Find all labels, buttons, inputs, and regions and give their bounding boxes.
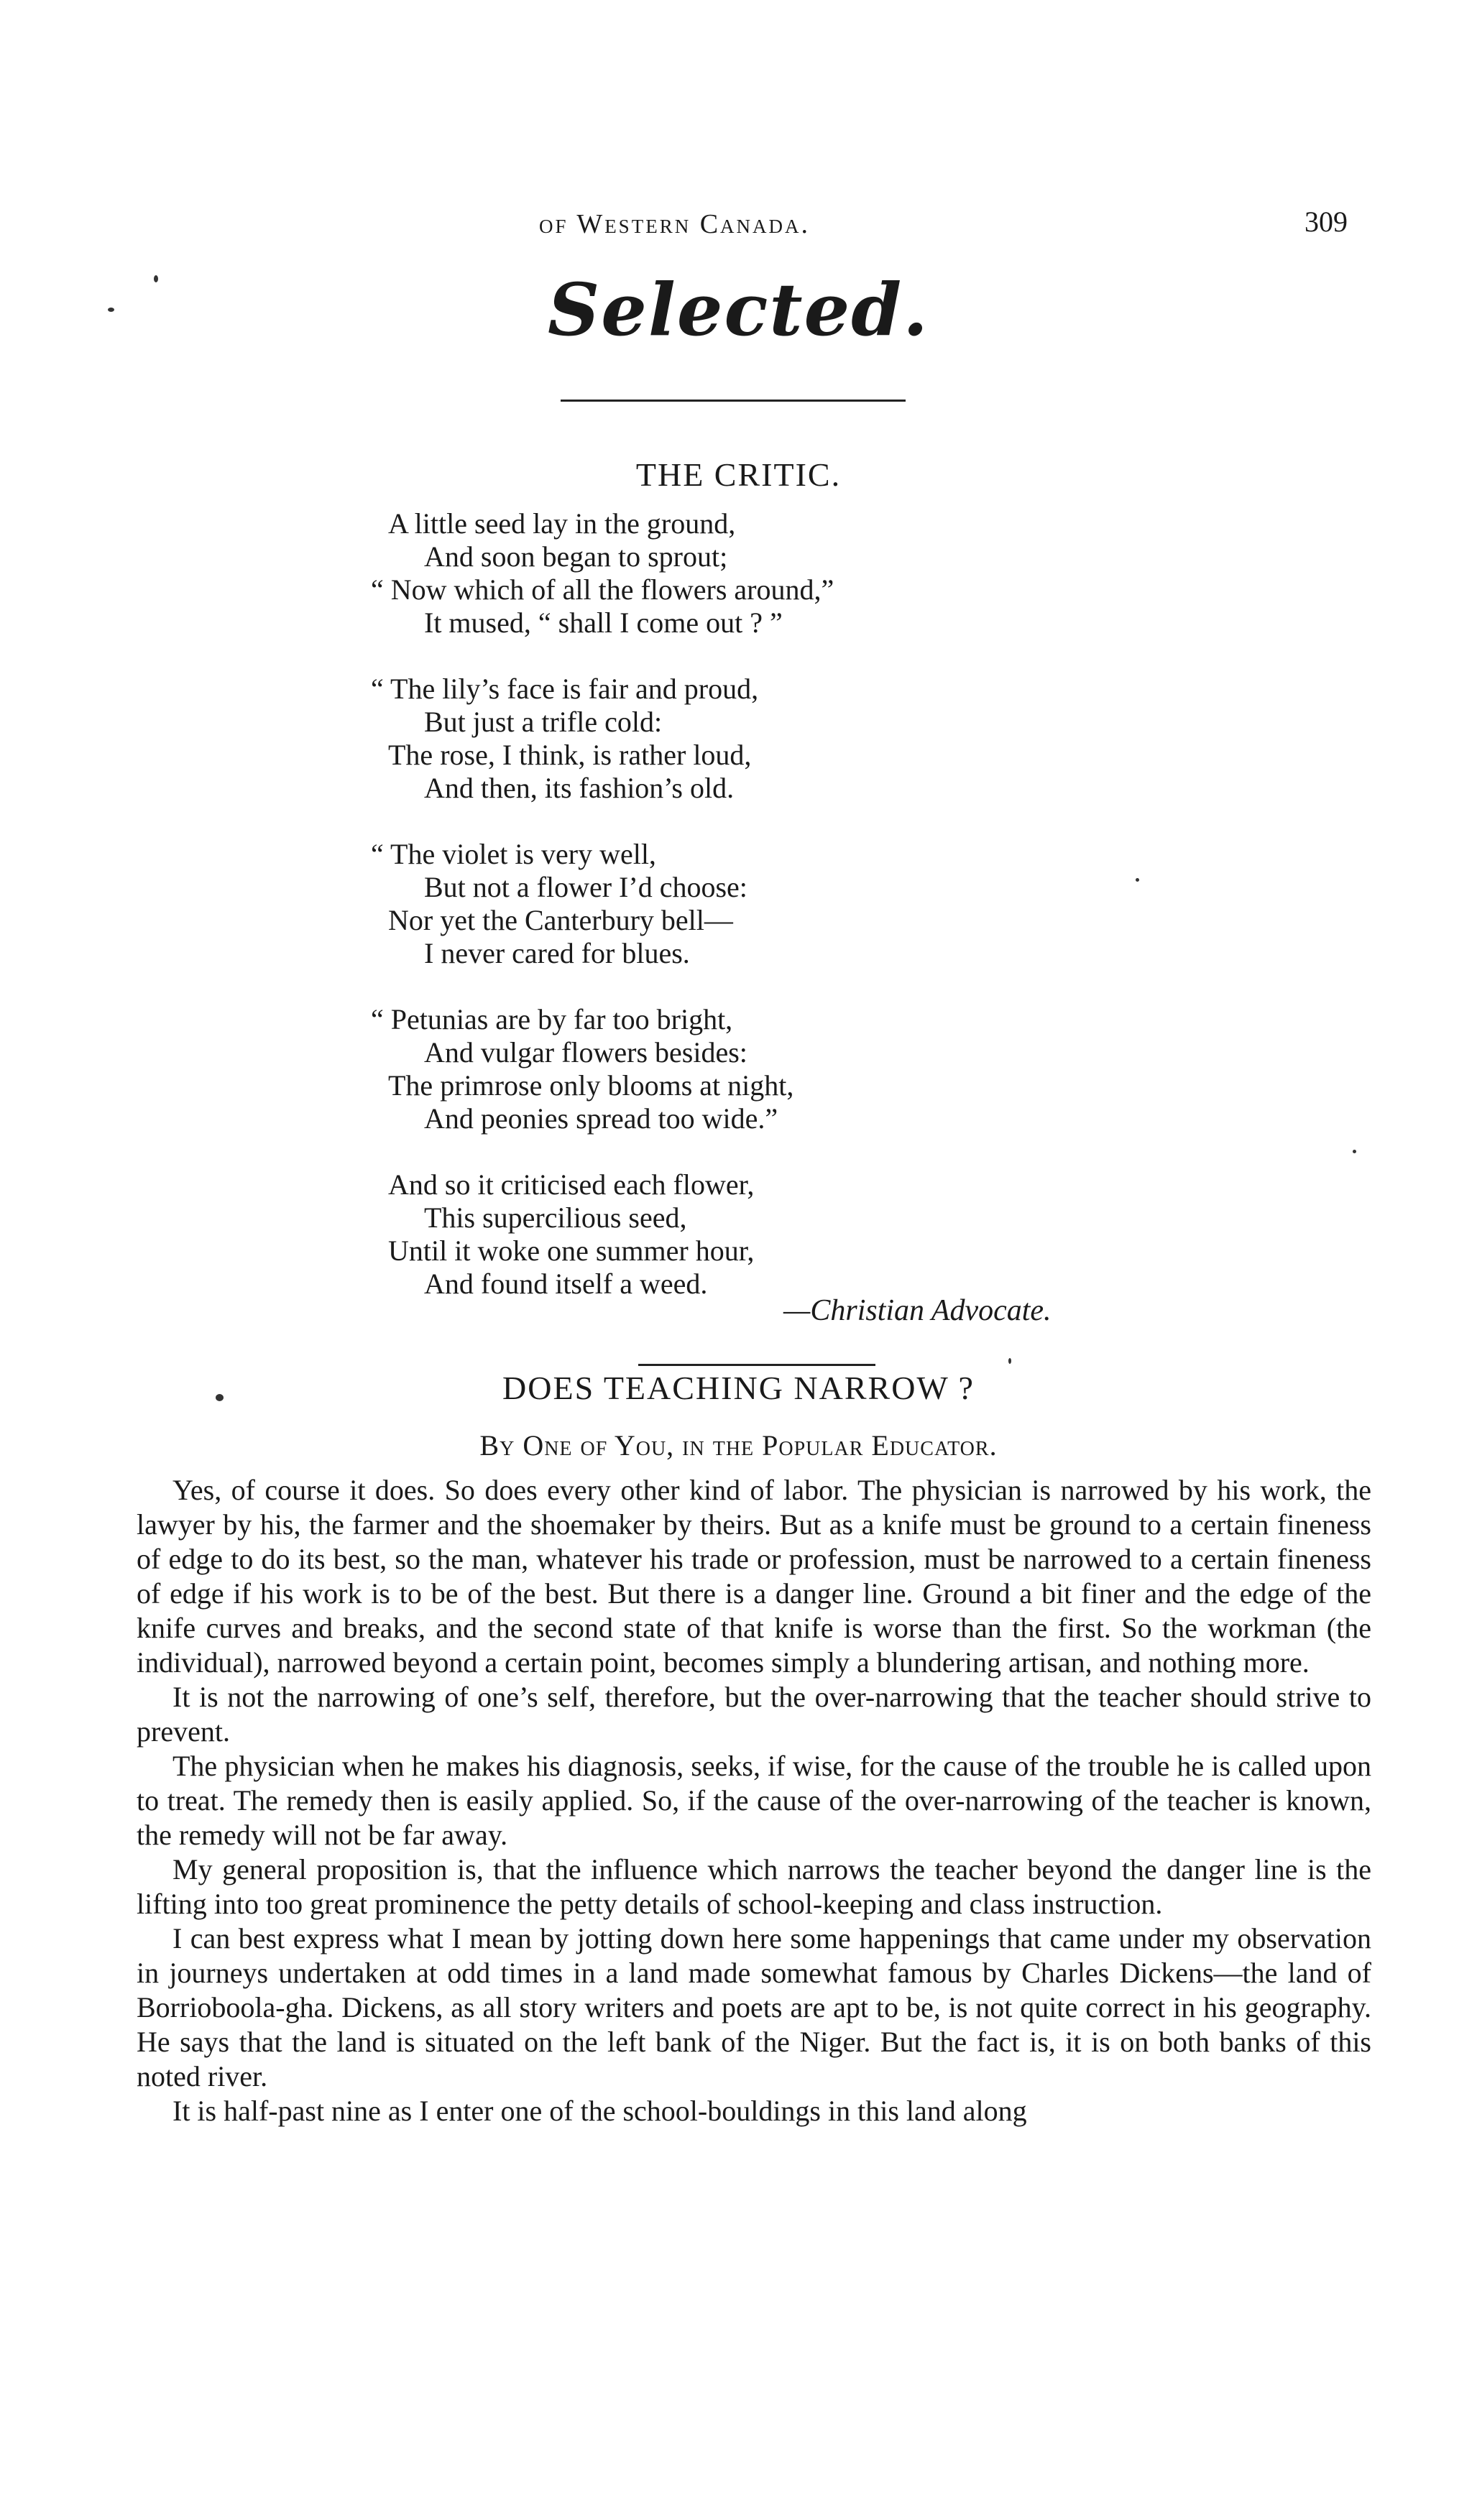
ink-speck — [1008, 1358, 1011, 1364]
body-paragraph: Yes, of course it does. So does every other kind of labor. The physician is narrowed by his work, the lawyer by his, the farmer and the shoemaker by theirs. But as a knife must be ground to a certain fineness of edge to do its best, so the man, whatever his trade or profession, must be narrowed to a certain fineness of edge if his work is to be of the best. But there is a danger line. Ground a bit finer and the edge of the knife curves and breaks, and the second state of that knife is worse than the first. So the workman (the individual), narrowed beyond a certain point, becomes simply a blundering artisan, and nothing more. — [137, 1474, 1371, 1679]
article-byline: By One of You, in the Popular Educator. — [479, 1429, 998, 1462]
poem-title: THE CRITIC. — [635, 456, 842, 493]
body-paragraph: My general proposition is, that the influence which narrows the teacher beyond the danger line is the lifting into too great prominence the petty details of school-keeping and class instruction. — [137, 1853, 1371, 1920]
body-paragraph: It is half-past nine as I enter one of the school-bouldings in this land along — [172, 2095, 1027, 2127]
poem-line: “ Now which of all the flowers around,” — [371, 573, 834, 606]
poem-line: And then, its fashion’s old. — [424, 772, 735, 804]
poem-stanza — [371, 507, 834, 640]
poem-line: But not a flower I’d choose: — [424, 871, 747, 903]
article-divider — [638, 1364, 875, 1366]
article-title: DOES TEACHING NARROW ? — [502, 1370, 975, 1406]
running-head: of Western Canada. — [539, 209, 811, 239]
article-body — [137, 1473, 1371, 2128]
poem-line: “ Petunias are by far too bright, — [371, 1003, 733, 1035]
poem-line: And so it criticised each flower, — [388, 1168, 755, 1201]
poem-line: Until it woke one summer hour, — [388, 1234, 755, 1267]
body-paragraph: It is not the narrowing of one’s self, therefore, but the over-narrowing that the teacher should strive to prevent. — [137, 1681, 1371, 1748]
poem-stanza — [388, 1168, 834, 1301]
page-number: 309 — [1305, 206, 1348, 238]
poem-line: I never cared for blues. — [424, 937, 690, 969]
poem-line: “ The violet is very well, — [371, 838, 656, 870]
poem-line: But just a trifle cold: — [424, 706, 663, 738]
poem-stanza — [371, 838, 834, 970]
poem-line: And vulgar flowers besides: — [424, 1036, 747, 1069]
poem-line: It mused, “ shall I come out ? ” — [424, 606, 783, 639]
section-title: Selected. — [548, 267, 929, 352]
body-paragraph: The physician when he makes his diagnosis, seeks, if wise, for the cause of the trouble he is called upon to treat. The remedy then is easily applied. So, if the cause of the over-narrowing of the teacher is known, the remedy will not be far away. — [137, 1750, 1371, 1851]
poem-line: “ The lily’s face is fair and proud, — [371, 673, 759, 705]
body-paragraph: I can best express what I mean by jotting down here some happenings that came under my observation in journeys undertaken at odd times in a land made somewhat famous by Charles Dickens—the land of Borrioboola-gha. Dickens, as all story writers and poets are apt to be, is not quite correct in his geography. He says that the land is situated on the left bank of the Niger. But the fact is, it is on both banks of this noted river. — [137, 1922, 1371, 2092]
poem-stanza — [371, 1003, 834, 1135]
ink-speck — [1136, 878, 1139, 882]
poem-stanza — [371, 673, 834, 805]
poem-line: And peonies spread too wide.” — [424, 1102, 778, 1135]
poem-line: This supercilious seed, — [424, 1201, 687, 1234]
ink-speck — [1353, 1150, 1356, 1153]
poem-line: Nor yet the Canterbury bell— — [388, 904, 733, 936]
poem-attribution: —Christian Advocate. — [783, 1294, 1052, 1327]
poem-line: A little seed lay in the ground, — [388, 507, 736, 540]
poem-line: And found itself a weed. — [424, 1268, 708, 1300]
poem-line: The rose, I think, is rather loud, — [388, 739, 752, 771]
section-divider — [561, 400, 906, 402]
poem-line: The primrose only blooms at night, — [388, 1069, 794, 1102]
poem-line: And soon began to sprout; — [424, 540, 728, 573]
poem-body — [371, 507, 834, 1334]
